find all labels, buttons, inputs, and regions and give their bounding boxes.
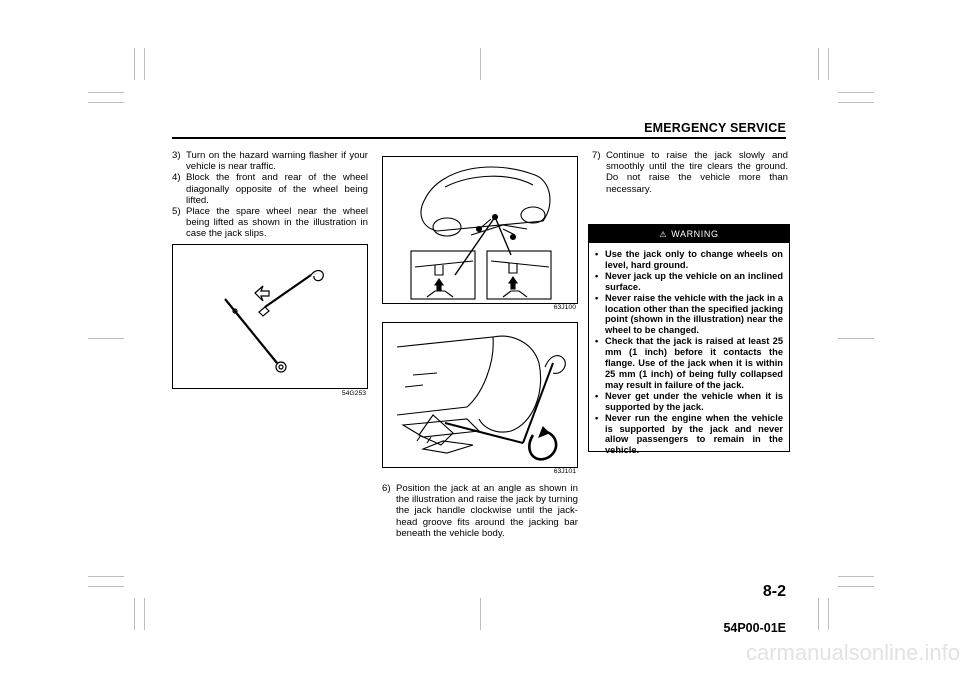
warning-box	[588, 224, 790, 456]
crop-mark	[88, 102, 124, 103]
warning-item: • Never raise the vehicle with the jack in a location other than the specified jacking point (shown in the illustration) near the wheel to be changed.	[595, 293, 783, 337]
warning-title: WARNING	[671, 229, 719, 239]
crop-mark	[480, 598, 481, 630]
step-number: 7)	[592, 150, 601, 161]
step-list	[172, 150, 368, 240]
crop-mark	[88, 586, 124, 587]
crop-mark	[828, 598, 829, 630]
step-list	[592, 150, 788, 195]
wheel-wrench-figure	[172, 244, 368, 389]
crop-mark	[828, 48, 829, 80]
section-title: EMERGENCY SERVICE	[644, 121, 786, 135]
step-list	[382, 483, 578, 539]
crop-mark	[144, 598, 145, 630]
crop-mark	[838, 92, 874, 93]
crop-mark	[480, 48, 481, 80]
crop-mark	[838, 586, 874, 587]
crop-mark	[88, 338, 124, 339]
page-number: 8-2	[762, 583, 786, 600]
step-text: Turn on the hazard warning flasher if your vehicle is near traffic.	[186, 150, 368, 173]
figure-code: 63J101	[553, 468, 576, 475]
step-number: 5)	[172, 206, 181, 218]
step-item	[172, 206, 368, 240]
warning-item: • Never jack up the vehicle on an inclined surface.	[595, 271, 783, 293]
crop-mark	[88, 576, 124, 577]
step-item	[172, 172, 368, 206]
step-item	[382, 483, 578, 539]
left-column	[172, 150, 368, 240]
warning-item: • Use the jack only to change wheels on level, hard ground.	[595, 249, 783, 271]
figure-code: 54G253	[341, 390, 366, 397]
crop-mark	[88, 92, 124, 93]
watermark: carmanualsonline.info	[745, 640, 960, 665]
step-text: Position the jack at an angle as shown in the illustration and raise the jack by turning the jack handle clockwise until the jack-head groove fits around the jacking bar beneath the vehicle body.	[396, 483, 578, 539]
crop-mark	[134, 48, 135, 80]
step-number: 6)	[382, 483, 391, 494]
step-item	[592, 150, 788, 195]
crop-mark	[838, 576, 874, 577]
warning-item: • Check that the jack is raised at least 25 mm (1 inch) before it contacts the flange. Use of the jack when it is within 25 mm (1 inch) of being fully collapsed may result in failure of the jack.	[595, 336, 783, 391]
warning-item: • Never run the engine when the vehicle is supported by the jack and never allow passengers to remain in the vehicle.	[595, 413, 783, 457]
crop-mark	[134, 598, 135, 630]
step-item	[172, 150, 368, 172]
jack-position-figure	[382, 322, 578, 468]
warning-item: • Never get under the vehicle when it is supported by the jack.	[595, 391, 783, 413]
jack-position-illustration	[383, 323, 577, 467]
step-text: Continue to raise the jack slowly and smoothly until the tire clears the ground. Do not raise the vehicle more than necessary.	[606, 150, 788, 195]
crop-mark	[144, 48, 145, 80]
jacking-points-figure	[382, 156, 578, 304]
step-text: Block the front and rear of the wheel diagonally opposite of the wheel being lifted.	[186, 172, 368, 206]
crop-mark	[818, 48, 819, 80]
right-column-text	[592, 150, 788, 195]
middle-column-text	[382, 483, 578, 539]
step-number: 4)	[172, 172, 181, 184]
document-code: 54P00-01E	[723, 621, 786, 635]
crop-mark	[818, 598, 819, 630]
warning-list	[589, 243, 789, 456]
jacking-points-illustration	[383, 157, 577, 303]
header-rule	[172, 137, 786, 139]
crop-mark	[838, 102, 874, 103]
crop-mark	[838, 338, 874, 339]
warning-header	[589, 225, 789, 243]
wheel-wrench-illustration	[173, 245, 367, 388]
warning-triangle-icon: ⚠	[659, 230, 668, 239]
step-text: Place the spare wheel near the wheel being lifted as shown in the illustration in case the jack slips.	[186, 206, 368, 240]
step-number: 3)	[172, 150, 181, 161]
figure-code: 63J100	[553, 304, 576, 311]
